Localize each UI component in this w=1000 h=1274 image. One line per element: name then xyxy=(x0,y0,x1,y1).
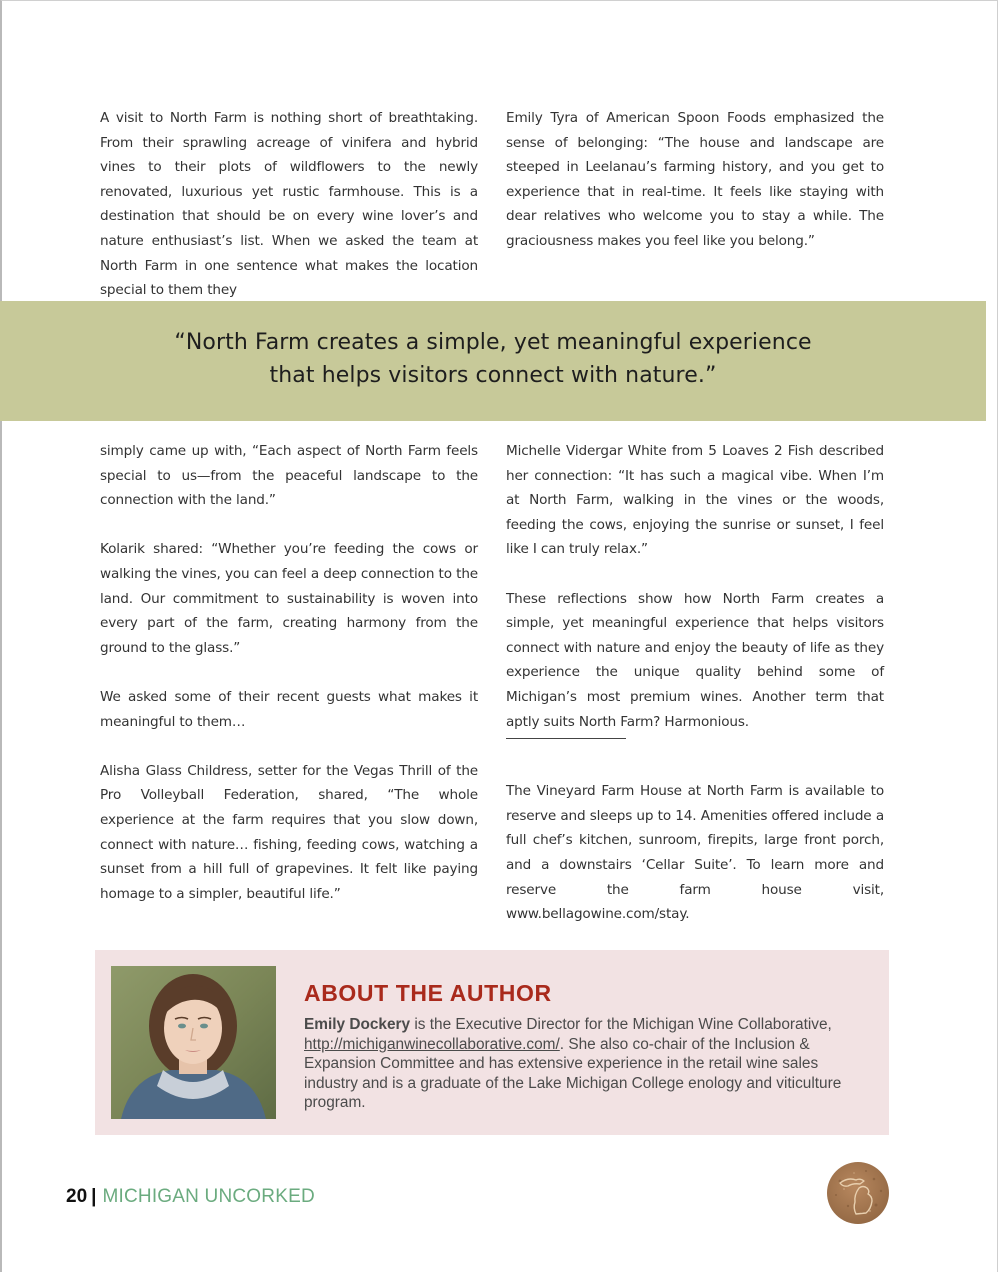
article-column-right-bottom xyxy=(506,439,884,927)
pullquote xyxy=(0,326,986,392)
article-column-left-top xyxy=(100,106,478,303)
article-column-left-bottom xyxy=(100,439,478,906)
author-website-link[interactable]: http://michiganwinecollaborative.com/ xyxy=(304,1035,560,1053)
paragraph-reflections: These reflections show how North Farm creates a simple, yet meaningful experience that helps visitors connect with nature and enjoy the beauty of life as they experience the unique quality behind some of Michigan’s most premium wines. Another term that aptly suits North Farm? Harmonious. xyxy=(506,590,884,730)
page-number: 20 xyxy=(66,1186,88,1207)
author-portrait xyxy=(111,966,276,1119)
author-name: Emily Dockery xyxy=(304,1016,411,1033)
michigan-cork-badge-icon xyxy=(826,1161,890,1225)
paragraph-farm-house: The Vineyard Farm House at North Farm is available to reserve and sleeps up to 14. Amenities offered include a full chef’s kitchen, sunroom, firepits, large front porch, and a downstairs ‘Cellar Suite’. To learn more and reserve the farm house visit, www.bellagowine.com/stay. xyxy=(506,783,884,923)
about-author-heading: ABOUT THE AUTHOR xyxy=(304,980,552,1006)
paragraph-guests: We asked some of their recent guests what makes it meaningful to them… xyxy=(100,688,478,730)
pullquote-line-2: that helps visitors connect with nature.” xyxy=(269,363,717,388)
author-bio-text-2: . She also co-chair of the Inclusion & Expansion Committee and has extensive experience in the retail wine sales industry and is a graduate of the Lake Michigan College enology and viticulture program. xyxy=(304,1035,842,1111)
magazine-title: MICHIGAN UNCORKED xyxy=(102,1186,315,1207)
article-column-right-top xyxy=(506,106,884,254)
paragraph-kolarik: Kolarik shared: “Whether you’re feeding the cows or walking the vines, you can feel a deep connection to the land. Our commitment to sustainability is woven into every part of the farm, creating harmony from the ground to the glass.” xyxy=(100,541,478,656)
footer-separator: | xyxy=(91,1186,97,1207)
author-bio xyxy=(304,1015,869,1113)
paragraph-intro: A visit to North Farm is nothing short of breathtaking. From their sprawling acreage of vinifera and hybrid vines to their plots of wildflowers to the newly renovated, luxurious yet rustic farmhouse. This is a destination that should be on every wine lover’s and nature enthusiast’s list. When we asked the team at North Farm in one sentence what makes the location special to them they xyxy=(100,110,478,299)
section-divider xyxy=(506,738,626,739)
paragraph-emily-tyra: Emily Tyra of American Spoon Foods emphasized the sense of belonging: “The house and landscape are steeped in Leelanau’s farming history, and you get to experience that in real-time. It feels like staying with dear relatives who welcome you to stay a while. The graciousness makes you feel like you belong.” xyxy=(506,110,884,249)
pullquote-line-1: “North Farm creates a simple, yet meaningful experience xyxy=(174,330,812,355)
author-bio-text-1: is the Executive Director for the Michigan Wine Collaborative, xyxy=(410,1016,832,1033)
paragraph-team-answer: simply came up with, “Each aspect of North Farm feels special to us—from the peaceful landscape to the connection with the land.” xyxy=(100,443,478,509)
paragraph-michelle: Michelle Vidergar White from 5 Loaves 2 Fish described her connection: “It has such a magical vibe. When I’m at North Farm, walking in the vines or the woods, feeding the cows, enjoying the sunrise or sunset, I feel like I can truly relax.” xyxy=(506,443,884,558)
page-footer xyxy=(66,1186,315,1208)
paragraph-alisha: Alisha Glass Childress, setter for the Vegas Thrill of the Pro Volleyball Federation, shared, “The whole experience at the farm requires that you slow down, connect with nature… fishing, feeding cows, watching a sunset from a hill full of grapevines. It felt like paying homage to a simpler, beautiful life.” xyxy=(100,762,478,902)
